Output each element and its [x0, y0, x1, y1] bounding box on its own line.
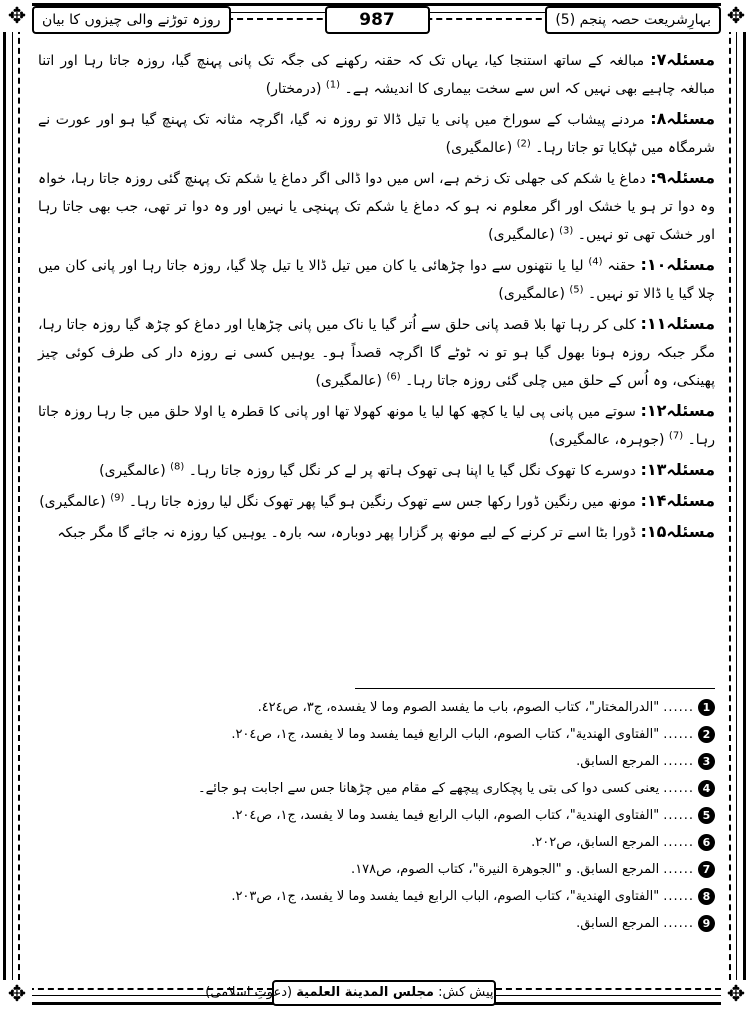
masala-paragraph: [38, 456, 715, 485]
footnote-number: 1: [698, 699, 715, 716]
footnote-item: [40, 694, 715, 721]
footnote-ref: (5): [569, 284, 584, 296]
organization-name: (دعوتِ اسلامی): [205, 985, 293, 1000]
source-citation: (عالمگیری): [99, 463, 166, 479]
corner-ornament-icon: ✥: [2, 2, 32, 32]
leader-dots: ......: [663, 700, 694, 715]
publisher-name: مجلس المدينة العلمية: [296, 985, 434, 1000]
footnote-item: [40, 802, 715, 829]
footnote-text: "الفتاوی الهندية"، کتاب الصوم، الباب الرابع فيما يفسد وما لا يفسد، ج١، ص٢٠٣.: [231, 889, 660, 904]
masala-text: سوتے میں پانی پی لیا یا کچھ کھا لیا یا مونھ کھولا تھا اور پانی کا قطرہ یا اولا حلق میں جا رہا روزہ جاتا رہا۔: [38, 404, 715, 448]
masala-paragraph: [38, 518, 715, 547]
footnotes: [40, 694, 715, 937]
masala-label: مسئلہ۸:: [650, 109, 716, 128]
masala-text: مبالغہ کے ساتھ استنجا کیا، یہاں تک کہ حقنہ رکھنے کی جگہ تک پانی پہنچ گیا، روزہ جاتا رہا اور اتنا مبالغہ چاہیے بھی نہیں کہ اس سے سخت بیماری کا اندیشہ ہے۔: [38, 53, 715, 97]
footnote-item: [40, 829, 715, 856]
leader-dots: ......: [663, 889, 694, 904]
footnote-number: 9: [698, 915, 715, 932]
source-citation: (عالمگیری): [498, 286, 565, 302]
footnote-ref: (7): [668, 430, 684, 442]
book-title-box: [545, 6, 721, 34]
footnote-ref: (9): [110, 492, 125, 504]
footnote-number: 4: [698, 780, 715, 797]
source-citation: (عالمگیری): [39, 494, 106, 510]
masala-paragraph: [38, 310, 715, 395]
masala-paragraph: [38, 397, 715, 454]
source-citation: (درمختار): [265, 81, 322, 97]
masala-label: مسئلہ۷:: [650, 50, 715, 69]
masala-label: مسئلہ۱۵:: [640, 522, 715, 541]
leader-dots: ......: [663, 916, 694, 931]
footnote-number: 2: [698, 726, 715, 743]
masala-paragraph: [38, 487, 715, 516]
footnote-text: المرجع السابق. و "الجوهرة النيرة"، کتاب الصوم، ص١٧٨.: [351, 862, 660, 877]
footnote-ref: (4): [588, 256, 603, 268]
page-number: 987: [325, 6, 430, 34]
page-header: [32, 4, 721, 34]
masala-text: مونھ میں رنگین ڈورا رکھا جس سے تھوک رنگین ہو گیا پھر تھوک نگل لیا روزہ جاتا رہا۔: [128, 494, 636, 510]
masala-text: ڈورا بٹا اسے تر کرنے کے لیے مونھ پر گزارا پھر دوبارہ، سہ بارہ۔ یوہیں کیا روزہ نہ جائے گا مگر جبکہ: [57, 525, 636, 541]
source-citation: (عالمگیری): [488, 227, 555, 243]
footnote-text: "الدرالمختار"، کتاب الصوم، باب ما يفسد الصوم وما لا يفسده، ج٣، ص٤٢٤.: [257, 700, 660, 715]
footnote-number: 8: [698, 888, 715, 905]
footnote-text: یعنی کسی دوا کی بتی یا پچکاری پیچھے کے مقام میں چڑھانا جس سے اجابت ہو جائے۔: [197, 781, 660, 796]
footnote-ref: (1): [325, 79, 341, 91]
masala-label: مسئلہ۱۰:: [640, 255, 716, 274]
footnote-divider: [355, 688, 715, 689]
masala-text: دوسرے کا تھوک نگل گیا یا اپنا ہی تھوک ہاتھ پر لے کر نگل گیا روزہ جاتا رہا۔: [188, 463, 636, 479]
footnote-ref: (3): [559, 225, 574, 237]
part-number: (5): [555, 12, 576, 28]
footnote-number: 7: [698, 861, 715, 878]
footnote-text: المرجع السابق.: [576, 754, 660, 769]
masala-label: مسئلہ۱۱:: [640, 314, 715, 333]
footnote-number: 3: [698, 753, 715, 770]
corner-ornament-icon: ✥: [2, 980, 32, 1010]
footnote-text: "الفتاوی الهندية"، کتاب الصوم، الباب الرابع فيما يفسد وما لا يفسد، ج١، ص٢٠٤.: [231, 727, 660, 742]
masala-label: مسئلہ۹:: [650, 168, 716, 187]
book-title: بہارِشریعت حصہ پنجم: [579, 12, 711, 28]
source-citation: (عالمگیری): [445, 140, 513, 156]
masala-label: مسئلہ۱۳:: [640, 460, 715, 479]
footnote-item: [40, 883, 715, 910]
footnote-ref: (8): [170, 461, 185, 473]
footnote-item: [40, 856, 715, 883]
footnote-number: 6: [698, 834, 715, 851]
footnote-ref: (2): [516, 138, 531, 150]
corner-ornament-icon: ✥: [721, 980, 751, 1010]
footnote-item: [40, 721, 715, 748]
footnote-text: "الفتاوی الهندية"، کتاب الصوم، الباب الرابع فيما يفسد وما لا يفسد، ج١، ص٢٠٤.: [231, 808, 660, 823]
footnote-item: [40, 910, 715, 937]
page-footer: [20, 980, 733, 1006]
source-citation: (عالمگیری): [315, 373, 382, 389]
leader-dots: ......: [663, 808, 694, 823]
masala-text-continued: لیا یا نتھنوں سے دوا چڑھائی یا کان میں تیل ڈالا یا تیل چلا گیا، روزہ جاتا رہا اور پانی کان میں چلا گیا یا ڈالا تو نہیں۔: [38, 258, 715, 302]
masala-label: مسئلہ۱۴:: [640, 491, 715, 510]
masala-text: کلی کر رہا تھا بلا قصد پانی حلق سے اُتر گیا یا ناک میں پانی چڑھایا اور دماغ کو چڑھ گیا روزہ جاتا رہا، مگر جبکہ روزہ ہونا بھول گیا ہو تو نہ ٹوٹے گا اگرچہ قصداً ہو۔ یوہیں کسی نے روزہ دار کی طرف کوئی چیز پھینکی، وہ اُس کے حلق میں چلی گئی روزہ جاتا رہا۔: [38, 317, 715, 389]
masala-paragraph: [38, 105, 715, 162]
source-citation: (جوہرہ، عالمگیری): [548, 432, 665, 448]
masala-text: حقنہ: [607, 258, 636, 274]
masala-label: مسئلہ۱۲:: [640, 401, 716, 420]
publisher-box: [205, 980, 496, 1006]
masala-text: دماغ یا شکم کی جھلی تک زخم ہے، اس میں دوا ڈالی اگر دماغ یا شکم تک پہنچ گئی روزہ جاتا رہا، خواہ وہ دوا تر ہو یا خشک اور اگر معلوم نہ ہو کہ دماغ یا شکم تک پہنچی یا نہیں اور وہ دوا تر تھی، جب بھی جاتا رہا اور خشک تھی تو نہیں۔: [38, 171, 715, 243]
masala-text: مردنے پیشاب کے سوراخ میں پانی یا تیل ڈالا تو روزہ نہ گیا، اگرچہ مثانہ تک پہنچ گیا ہو اور عورت نے شرمگاہ میں ٹپکایا تو جاتا رہا۔: [38, 112, 715, 156]
presented-by-label: پیش کش:: [438, 985, 494, 1000]
chapter-title: روزہ توڑنے والی چیزوں کا بیان: [32, 6, 231, 34]
leader-dots: ......: [663, 727, 694, 742]
footnote-item: [40, 748, 715, 775]
masala-paragraph: [38, 251, 715, 308]
footnote-item: [40, 775, 715, 802]
leader-dots: ......: [663, 862, 694, 877]
footnote-text: المرجع السابق.: [576, 916, 660, 931]
footnote-text: المرجع السابق، ص٢٠٢.: [531, 835, 660, 850]
leader-dots: ......: [663, 754, 694, 769]
masala-paragraph: [38, 164, 715, 249]
corner-ornament-icon: ✥: [721, 2, 751, 32]
main-text: [38, 46, 715, 678]
leader-dots: ......: [663, 835, 694, 850]
footnote-ref: (6): [386, 371, 401, 383]
masala-paragraph: [38, 46, 715, 103]
leader-dots: ......: [663, 781, 694, 796]
footnote-number: 5: [698, 807, 715, 824]
